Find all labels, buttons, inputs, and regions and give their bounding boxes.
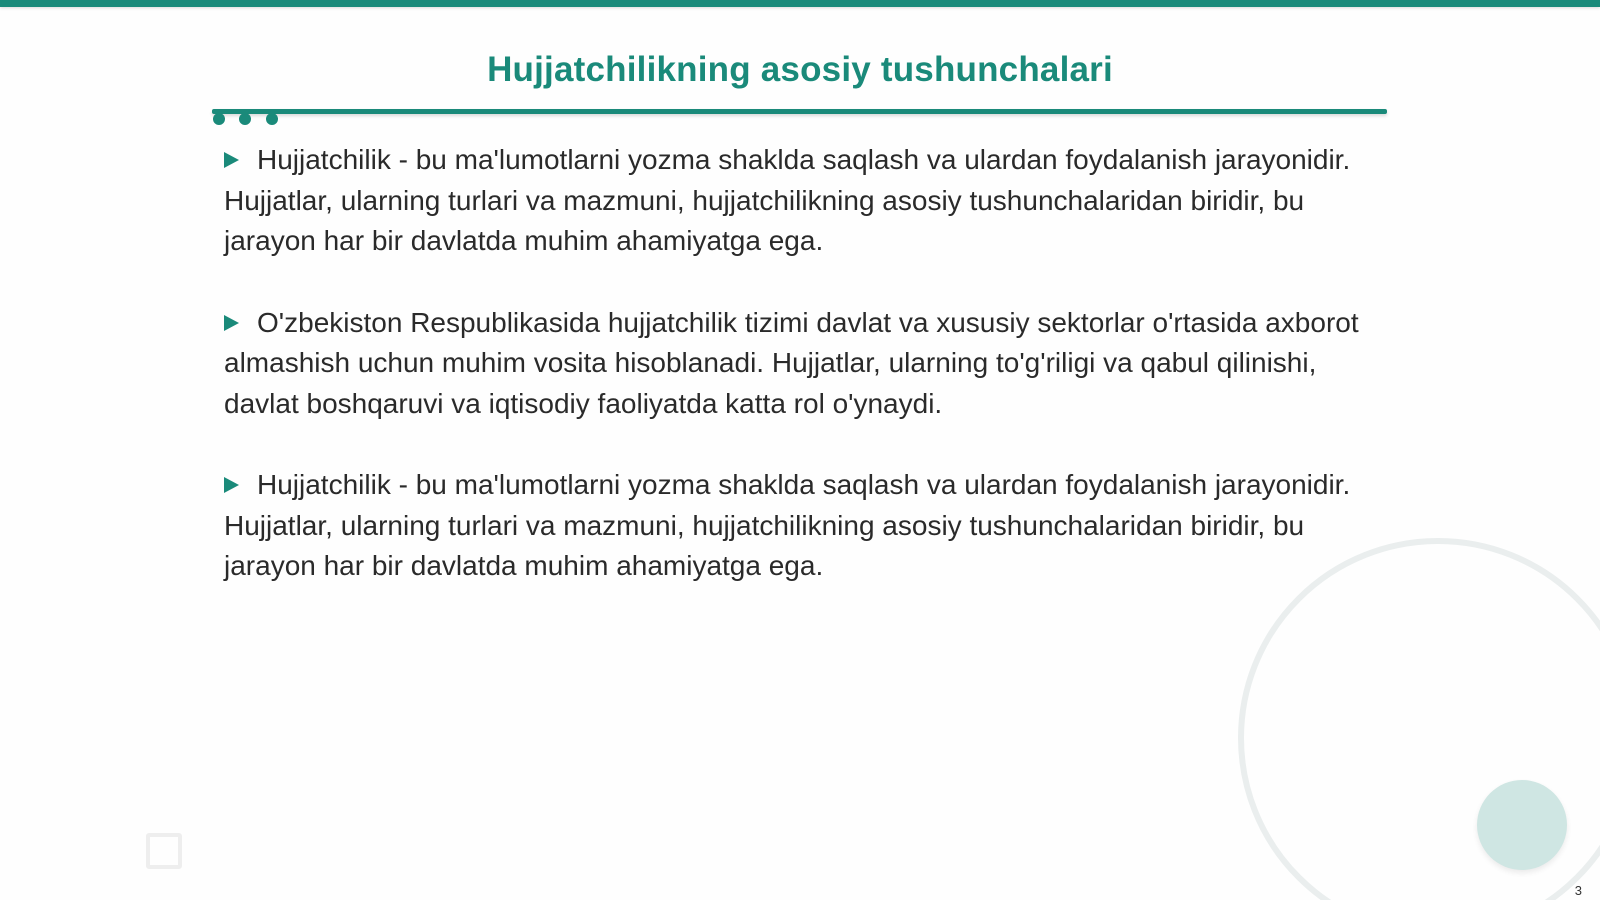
top-accent-bar [0,0,1600,7]
bullet-item [224,140,1364,262]
triangle-right-icon [224,477,239,493]
slide-title: Hujjatchilikning asosiy tushunchalari [487,50,1113,89]
triangle-right-icon [224,315,239,331]
bullet-item [224,465,1364,587]
page-number: 3 [1574,883,1582,898]
triangle-right-icon [224,152,239,168]
bullet-text: Hujjatchilik - bu ma'lumotlarni yozma shaklda saqlash va ulardan foydalanish jarayonidir. Hujjatlar, ularning turlari va mazmuni, hujjatchilikning asosiy tushunchalaridan biridir, bu jarayon har bir davlatda muhim ahamiyatga ega. [224,144,1351,256]
bullet-list [224,140,1364,628]
decorative-dot [266,113,278,125]
decorative-dot [213,113,225,125]
bullet-text: Hujjatchilik - bu ma'lumotlarni yozma shaklda saqlash va ulardan foydalanish jarayonidir. Hujjatlar, ularning turlari va mazmuni, hujjatchilikning asosiy tushunchalaridan biridir, bu jarayon har bir davlatda muhim ahamiyatga ega. [224,469,1351,581]
decorative-circle-filled [1477,780,1567,870]
decorative-dot [239,113,251,125]
decorative-square [146,833,182,869]
bullet-text: O'zbekiston Respublikasida hujjatchilik tizimi davlat va xususiy sektorlar o'rtasida axborot almashish uchun muhim vosita hisoblanadi. Hujjatlar, ularning to'g'riligi va qabul qilinishi, davlat boshqaruvi va iqtisodiy faoliyatda katta rol o'ynaydi. [224,306,1359,419]
title-underline [212,109,1387,114]
bullet-item [224,303,1364,425]
